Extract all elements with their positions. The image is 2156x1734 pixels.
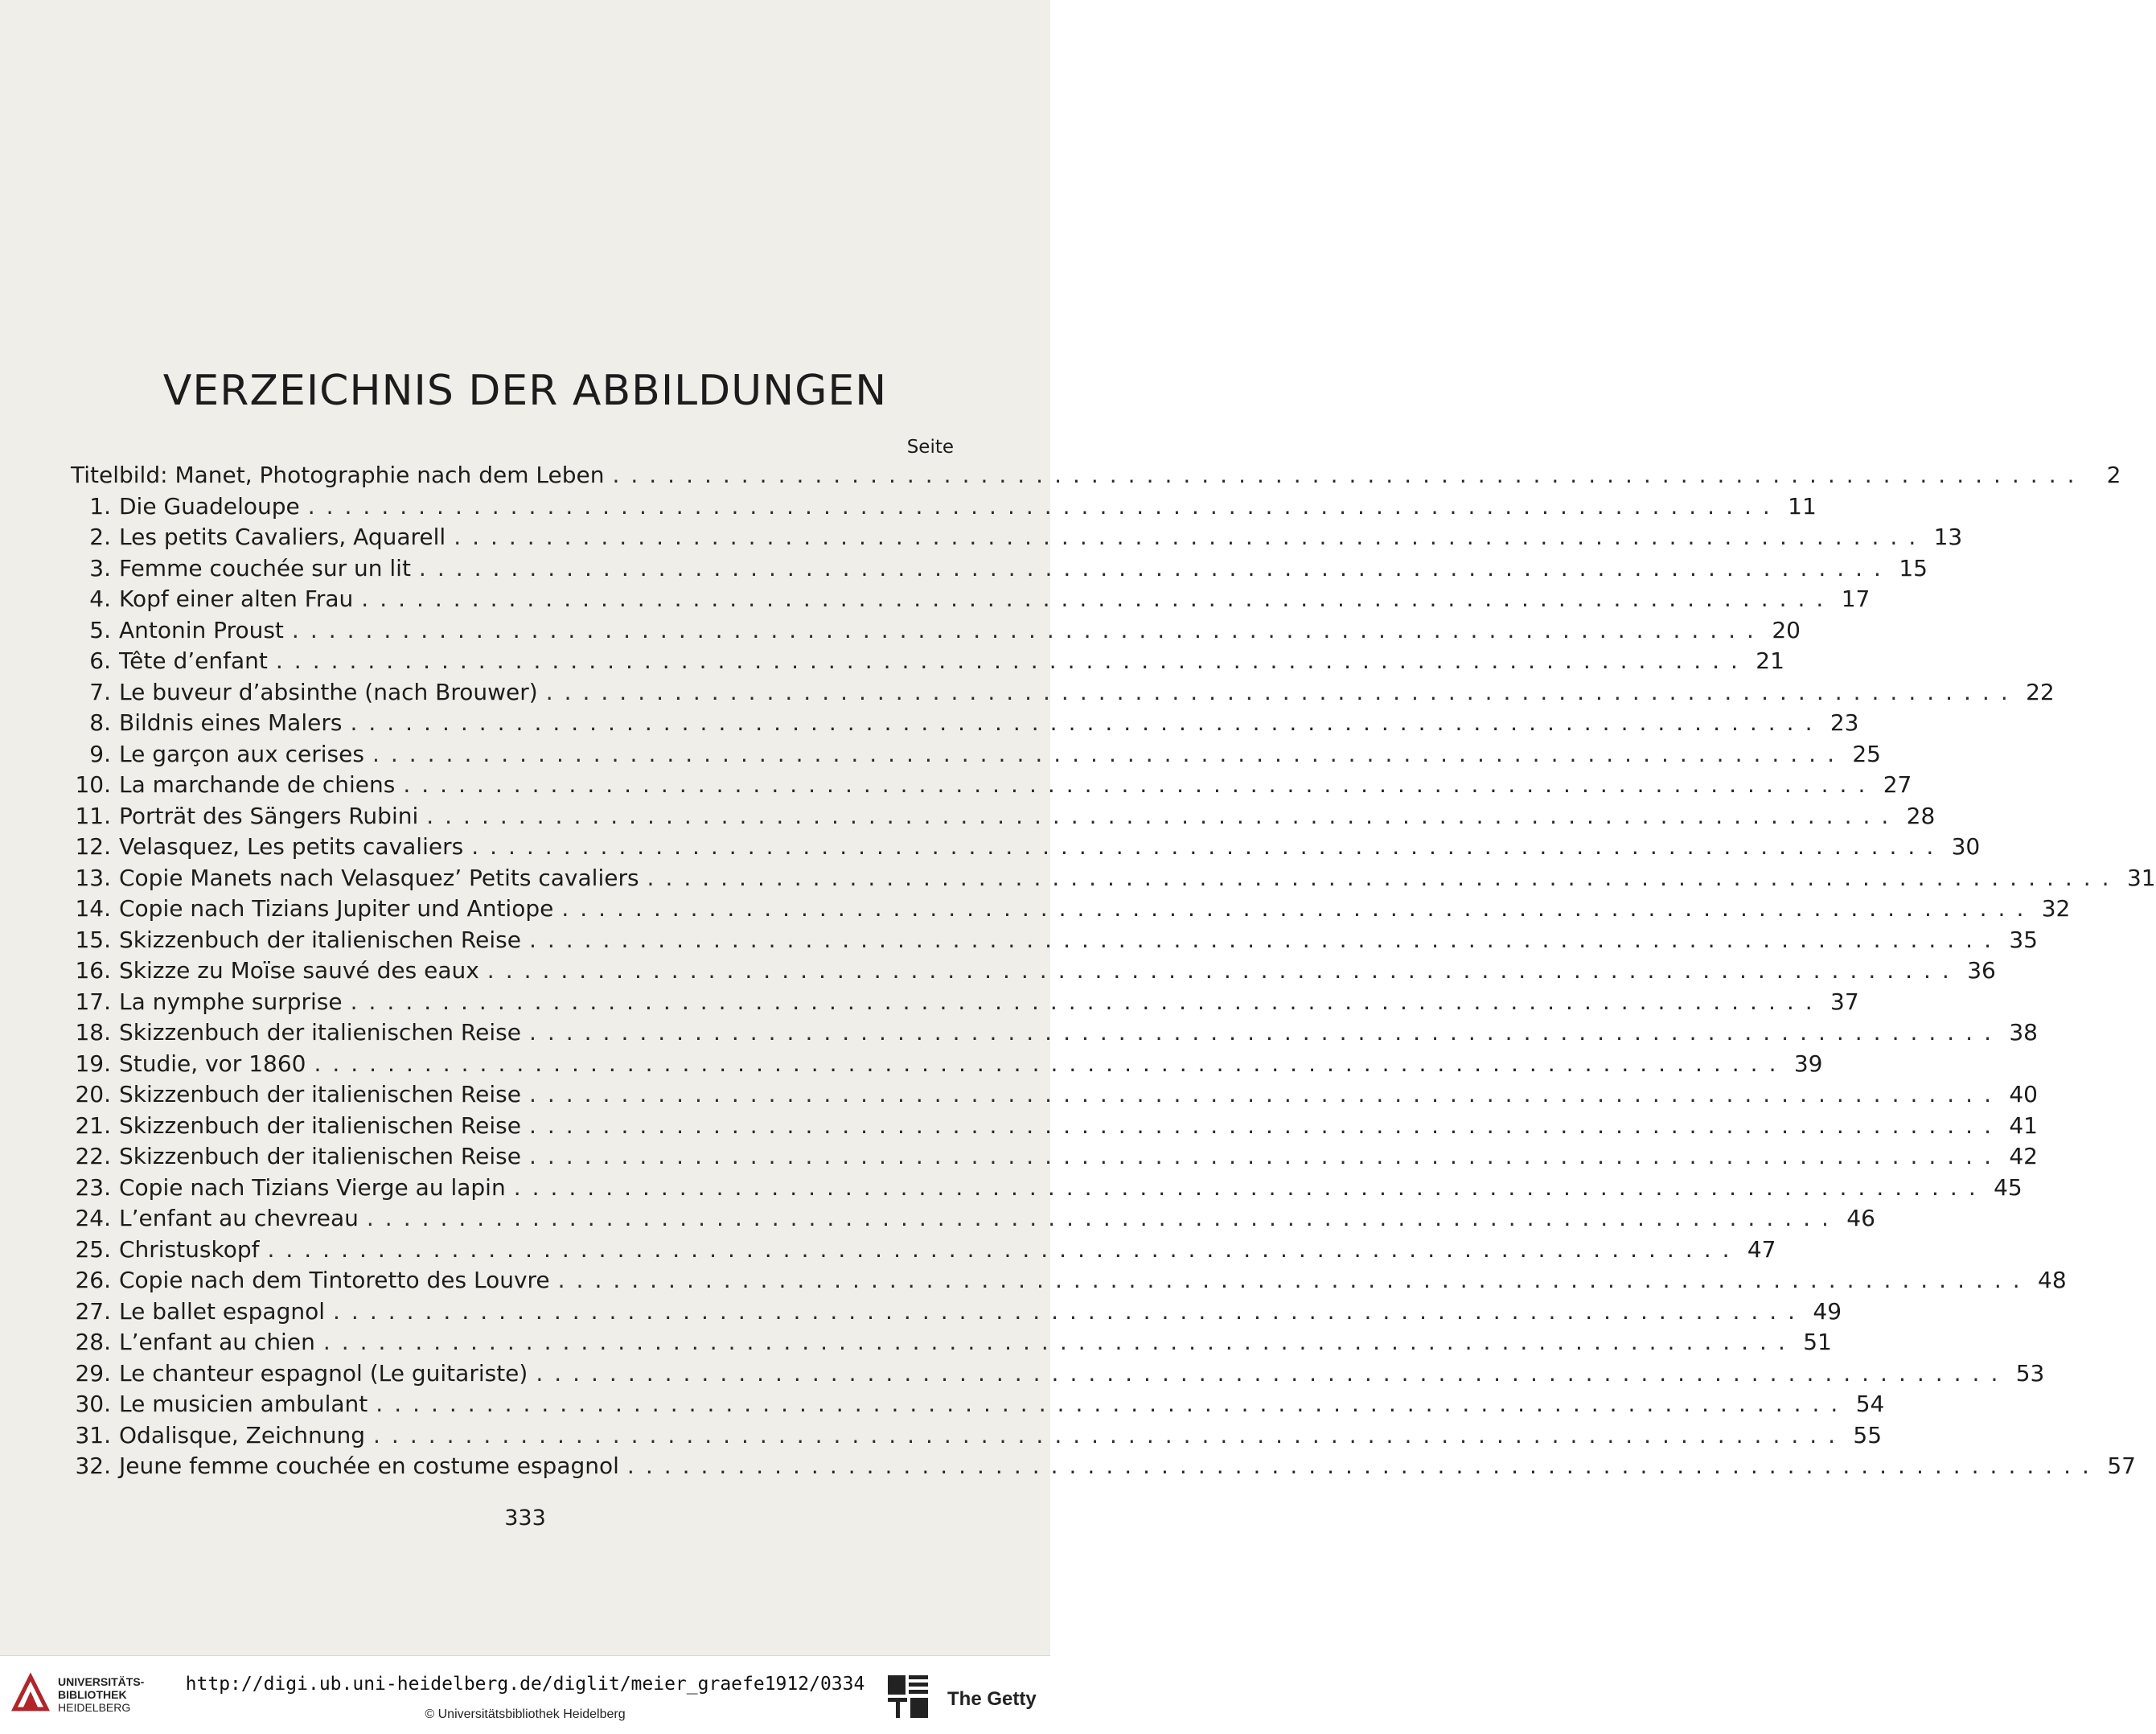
- entry-page-number: 11: [1788, 492, 1817, 520]
- dot-leader: ................................................................................: [314, 1050, 1788, 1077]
- entry-number: 17.: [75, 988, 111, 1015]
- list-item: [71, 1453, 2136, 1484]
- dot-leader: ................................................................................: [561, 895, 2035, 922]
- list-item: [71, 833, 1981, 865]
- list-item: [71, 864, 2156, 896]
- list-item: [71, 740, 1881, 772]
- entry-title: Copie nach Tizians Jupiter und Antiope: [119, 895, 554, 922]
- dot-leader: ................................................................................: [361, 586, 1835, 612]
- entry-number: 31.: [75, 1421, 111, 1448]
- entry-title: L’enfant au chien: [119, 1329, 315, 1355]
- entry-title: Odalisque, Zeichnung: [119, 1421, 366, 1448]
- entry-page-number: 15: [1899, 554, 1928, 581]
- entry-title: Velasquez, Les petits cavaliers: [119, 833, 464, 860]
- dot-leader: ................................................................................: [333, 1297, 1807, 1325]
- dot-leader: ................................................................................: [612, 462, 2086, 488]
- dot-leader: ................................................................................: [557, 1267, 2031, 1293]
- entry-title: Skizze zu Moïse sauvé des eaux: [119, 957, 479, 984]
- entry-title: Copie Manets nach Velasquez’ Petits cavaliers: [119, 864, 639, 891]
- entry-number: 32.: [75, 1453, 111, 1479]
- entry-number: 8.: [89, 709, 111, 736]
- entry-page-number: 57: [2107, 1453, 2136, 1479]
- entry-number: 11.: [75, 802, 111, 829]
- entry-page-number: 31: [2126, 864, 2156, 891]
- dot-leader: ................................................................................: [528, 1143, 2002, 1169]
- entry-page-number: 27: [1883, 771, 1912, 798]
- entry-number: 12.: [75, 833, 111, 860]
- entry-title: Skizzenbuch der italienischen Reise: [119, 1111, 521, 1139]
- dot-leader: ................................................................................: [528, 926, 2002, 953]
- list-item: [71, 554, 1928, 586]
- entry-number: 18.: [75, 1019, 111, 1046]
- entry-page-number: 55: [1853, 1421, 1883, 1448]
- entry-number: 13.: [75, 864, 111, 891]
- list-item: [71, 524, 1963, 555]
- entry-title: Copie nach Tizians Vierge au lapin: [119, 1173, 506, 1201]
- entry-number: 19.: [75, 1050, 111, 1077]
- entry-page-number: 54: [1855, 1391, 1885, 1417]
- dot-leader: ................................................................................: [291, 616, 1765, 643]
- dot-leader: ................................................................................: [536, 1359, 2010, 1387]
- dot-leader: ................................................................................: [513, 1173, 1987, 1201]
- entry-page-number: 2: [2106, 462, 2121, 488]
- entry-page-number: 17: [1841, 586, 1871, 612]
- list-item: [71, 1205, 1875, 1236]
- entry-title: La marchande de chiens: [119, 771, 396, 798]
- dot-leader: ................................................................................: [350, 709, 1824, 736]
- dot-leader: ................................................................................: [626, 1453, 2101, 1479]
- dot-leader: ................................................................................: [418, 554, 1892, 581]
- entry-page-number: 28: [1906, 802, 1936, 829]
- entry-title: Antonin Proust: [119, 616, 284, 643]
- entry-number: 6.: [89, 647, 111, 674]
- entry-number: 23.: [75, 1173, 111, 1201]
- entry-number: 28.: [75, 1329, 111, 1355]
- list-item: [71, 1329, 1832, 1360]
- dot-leader: ................................................................................: [426, 802, 1900, 829]
- entry-title: Bildnis eines Malers: [119, 709, 343, 736]
- dot-leader: ................................................................................: [373, 1421, 1847, 1448]
- entry-number: 26.: [75, 1267, 111, 1293]
- entry-title: Christuskopf: [119, 1235, 260, 1263]
- entry-title: Skizzenbuch der italienischen Reise: [119, 1143, 521, 1169]
- entry-number: 9.: [89, 740, 111, 767]
- list-item: [71, 1297, 1842, 1329]
- column-header-seite: Seite: [906, 437, 954, 458]
- entry-number: 15.: [75, 926, 111, 953]
- entry-page-number: 30: [1951, 833, 1981, 860]
- list-item: [71, 492, 1817, 524]
- dot-leader: ................................................................................: [267, 1235, 1741, 1263]
- page-title: VERZEICHNIS DER ABBILDUNGEN: [162, 367, 888, 415]
- entry-title: Le ballet espagnol: [119, 1297, 326, 1325]
- library-name-line1: UNIVERSITÄTS-: [58, 1675, 145, 1688]
- entry-page-number: 23: [1830, 709, 1859, 736]
- entry-number: 1.: [89, 492, 111, 520]
- dot-leader: ................................................................................: [454, 524, 1928, 550]
- entry-page-number: 22: [2026, 678, 2055, 705]
- list-item: [71, 988, 1859, 1020]
- entry-title: Jeune femme couchée en costume espagnol: [119, 1453, 619, 1479]
- entry-title: Studie, vor 1860: [119, 1050, 306, 1077]
- entry-title: Tête d’enfant: [119, 647, 268, 674]
- entry-title: La nymphe surprise: [119, 988, 343, 1015]
- list-item: [71, 802, 1936, 834]
- dot-leader: ................................................................................: [322, 1329, 1797, 1355]
- entry-number: 29.: [75, 1359, 111, 1387]
- list-item: [71, 1267, 2067, 1298]
- entry-number: 7.: [89, 678, 111, 705]
- list-item: [71, 462, 2121, 493]
- entry-number: 5.: [89, 616, 111, 643]
- entry-page-number: 32: [2041, 895, 2071, 922]
- entry-page-number: 49: [1813, 1297, 1842, 1325]
- entry-title: Le chanteur espagnol (Le guitariste): [119, 1359, 528, 1387]
- entry-title: Femme couchée sur un lit: [119, 554, 411, 581]
- library-name-line2: BIBLIOTHEK: [58, 1688, 127, 1701]
- dot-leader: ................................................................................: [366, 1205, 1840, 1231]
- entry-page-number: 42: [2009, 1143, 2038, 1169]
- list-item: [71, 647, 1784, 679]
- getty-logo-icon: [885, 1672, 931, 1720]
- list-item: [71, 1391, 1885, 1422]
- list-item: [71, 616, 1801, 648]
- dot-leader: ................................................................................: [307, 492, 1781, 520]
- dot-leader: ................................................................................: [545, 678, 2019, 705]
- list-item: [71, 1359, 2045, 1391]
- footer-bar: [0, 1655, 1050, 1734]
- list-item: [71, 957, 1996, 988]
- entry-title: Skizzenbuch der italienischen Reise: [119, 1019, 521, 1046]
- entry-title: Copie nach dem Tintoretto des Louvre: [119, 1267, 550, 1293]
- dot-leader: ................................................................................: [372, 740, 1846, 767]
- library-name-line3: HEIDELBERG: [58, 1701, 131, 1714]
- list-item: [71, 1050, 1823, 1082]
- entry-title: Le buveur d’absinthe (nach Brouwer): [119, 678, 538, 705]
- entry-page-number: 37: [1830, 988, 1859, 1015]
- list-item: [71, 1019, 2038, 1050]
- entry-title: Kopf einer alten Frau: [119, 586, 354, 612]
- copyright-notice: © Universitätsbibliothek Heidelberg: [425, 1707, 626, 1721]
- list-item: [71, 1081, 2038, 1112]
- dot-leader: ................................................................................: [528, 1111, 2002, 1139]
- entry-number: 21.: [75, 1111, 111, 1139]
- dot-leader: ................................................................................: [275, 647, 1749, 674]
- entry-number: 22.: [75, 1143, 111, 1169]
- page-number: 333: [504, 1506, 546, 1531]
- list-item: [71, 586, 1871, 617]
- list-item: [71, 1173, 2023, 1206]
- list-item: [71, 1143, 2038, 1174]
- entry-page-number: 35: [2009, 926, 2038, 953]
- source-url-link[interactable]: http://digi.ub.uni-heidelberg.de/diglit/meier_graefe1912/0334: [185, 1674, 865, 1695]
- entry-title: Skizzenbuch der italienischen Reise: [119, 1081, 521, 1107]
- list-item: [71, 1421, 1883, 1453]
- dot-leader: ................................................................................: [471, 833, 1945, 860]
- entry-page-number: 20: [1772, 616, 1801, 643]
- entry-title: Skizzenbuch der italienischen Reise: [119, 926, 521, 953]
- entry-number: 2.: [89, 524, 111, 550]
- entry-page-number: 36: [1967, 957, 1996, 984]
- entry-number: 3.: [89, 554, 111, 581]
- entry-page-number: 21: [1756, 647, 1784, 674]
- entry-number: 16.: [75, 957, 111, 984]
- dot-leader: ................................................................................: [528, 1081, 2002, 1107]
- list-item: [71, 926, 2038, 958]
- list-item: [71, 895, 2071, 927]
- list-item: [71, 709, 1859, 741]
- entry-number: 24.: [75, 1205, 111, 1231]
- entry-title: Le garçon aux cerises: [119, 740, 364, 767]
- entry-page-number: 38: [2009, 1019, 2038, 1046]
- entry-page-number: 51: [1803, 1329, 1832, 1355]
- entry-number: 27.: [75, 1297, 111, 1325]
- list-item: [71, 771, 1912, 803]
- dot-leader: ................................................................................: [647, 864, 2121, 891]
- dot-leader: ................................................................................: [403, 771, 1877, 798]
- dot-leader: ................................................................................: [528, 1019, 2002, 1046]
- entry-number: 4.: [89, 586, 111, 612]
- entry-number: 10.: [75, 771, 111, 798]
- list-item: [71, 678, 2055, 710]
- entry-page-number: 39: [1793, 1050, 1823, 1077]
- dot-leader: ................................................................................: [376, 1391, 1850, 1417]
- entry-page-number: 48: [2038, 1267, 2067, 1293]
- list-item: [71, 1235, 1776, 1268]
- entry-page-number: 40: [2009, 1081, 2038, 1107]
- entry-page-number: 46: [1846, 1205, 1875, 1231]
- entry-page-number: 47: [1747, 1235, 1776, 1263]
- entry-number: 14.: [75, 895, 111, 922]
- entry-page-number: 53: [2015, 1359, 2045, 1387]
- entry-page-number: 13: [1933, 524, 1963, 550]
- entry-title: Le musicien ambulant: [119, 1391, 368, 1417]
- entry-page-number: 45: [1994, 1173, 2023, 1201]
- entry-title: Die Guadeloupe: [119, 492, 300, 520]
- getty-label: The Getty: [947, 1688, 1037, 1710]
- entry-number: 25.: [75, 1235, 111, 1263]
- entry-title: Porträt des Sängers Rubini: [119, 802, 419, 829]
- dot-leader: ................................................................................: [350, 988, 1824, 1015]
- entry-page-number: 25: [1852, 740, 1881, 767]
- entry-page-number: 41: [2009, 1111, 2038, 1139]
- entry-number: 30.: [75, 1391, 111, 1417]
- entry-title: Les petits Cavaliers, Aquarell: [119, 524, 446, 550]
- list-item: [71, 1111, 2038, 1144]
- entry-title: L’enfant au chevreau: [119, 1205, 359, 1231]
- entry-number: 20.: [75, 1081, 111, 1107]
- illustration-list: [71, 462, 2156, 1484]
- dot-leader: ................................................................................: [487, 957, 1961, 984]
- entry-title: Titelbild: Manet, Photographie nach dem Leben: [71, 462, 605, 488]
